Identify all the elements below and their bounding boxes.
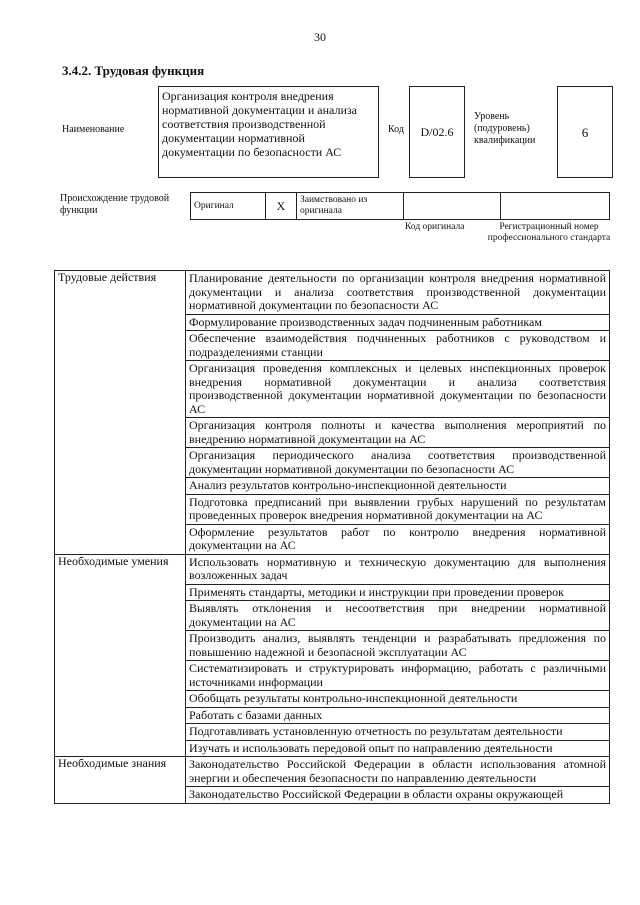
list-item: Применять стандарты, методики и инструкции при проведении проверок	[186, 584, 610, 601]
list-item: Выявлять отклонения и несоответствия при внедрении нормативной документации на АС	[186, 601, 610, 631]
page-number: 30	[314, 30, 326, 44]
list-item: Планирование деятельности по организации контроля внедрения нормативной документации и анализа соответствия производственной документации нормативной документации по безопасности АС	[186, 271, 610, 315]
list-item: Подготовка предписаний при выявлении грубых нарушений по результатам проведенных проверок внедрения нормативной документации на АС	[186, 494, 610, 524]
table-row	[55, 757, 610, 787]
table-row	[55, 271, 610, 315]
category-label: Необходимые умения	[55, 554, 186, 757]
category-label: Трудовые действия	[55, 271, 186, 555]
list-item: Обобщать результаты контрольно-инспекционной деятельности	[186, 691, 610, 708]
function-name: Организация контроля внедрения нормативной документации и анализа соответствия производственной документации нормативной документации по безопасности АС	[158, 86, 379, 178]
category-label: Необходимые знания	[55, 757, 186, 804]
list-item: Изучать и использовать передовой опыт по направлению деятельности	[186, 740, 610, 757]
level-value: 6	[557, 86, 613, 178]
code-label: Код	[388, 124, 404, 135]
function-table	[54, 270, 610, 804]
list-item: Организация периодического анализа соответствия производственной документации нормативной документации по безопасности АС	[186, 448, 610, 478]
reg-number-caption: Регистрационный номер профессионального стандарта	[487, 222, 611, 243]
list-item: Подготавливать установленную отчетность по результатам деятельности	[186, 724, 610, 741]
origin-label: Происхождение трудовой функции	[60, 193, 170, 216]
list-item: Организация контроля полноты и качества выполнения мероприятий по внедрению нормативной документации на АС	[186, 418, 610, 448]
reg-number-cell	[501, 193, 610, 220]
list-item: Формулирование производственных задач подчиненным работникам	[186, 314, 610, 331]
list-item: Систематизировать и структурировать информацию, работать с различными источниками информации	[186, 661, 610, 691]
list-item: Работать с базами данных	[186, 707, 610, 724]
list-item: Производить анализ, выявлять тенденции и разрабатывать предложения по повышению надежной и безопасной эксплуатации АС	[186, 631, 610, 661]
list-item: Оформление результатов работ по контролю внедрения нормативной документации на АС	[186, 524, 610, 554]
table-row	[55, 554, 610, 584]
level-label: Уровень (подуровень) квалификации	[474, 111, 536, 146]
borrowed-label: Заимствовано из оригинала	[297, 193, 404, 220]
list-item: Законодательство Российской Федерации в области использования атомной энергии и обеспечения безопасности по направлению деятельности	[186, 757, 610, 787]
original-mark: X	[266, 193, 297, 220]
list-item: Использовать нормативную и техническую документацию для выполнения возложенных задач	[186, 554, 610, 584]
code-original-cell	[404, 193, 501, 220]
list-item: Анализ результатов контрольно-инспекционной деятельности	[186, 478, 610, 495]
list-item: Законодательство Российской Федерации в области охраны окружающей	[186, 787, 610, 804]
code-original-caption: Код оригинала	[405, 222, 465, 232]
origin-table	[190, 192, 610, 220]
list-item: Обеспечение взаимодействия подчиненных работников с руководством и подразделениями станции	[186, 331, 610, 361]
name-label: Наименование	[62, 124, 125, 135]
code-value: D/02.6	[409, 86, 465, 178]
original-label: Оригинал	[191, 193, 266, 220]
list-item: Организация проведения комплексных и целевых инспекционных проверок внедрения нормативной документации и анализа соответствия производственной документации нормативной документации по безопасности АС	[186, 361, 610, 418]
section-title: 3.4.2. Трудовая функция	[62, 63, 205, 78]
